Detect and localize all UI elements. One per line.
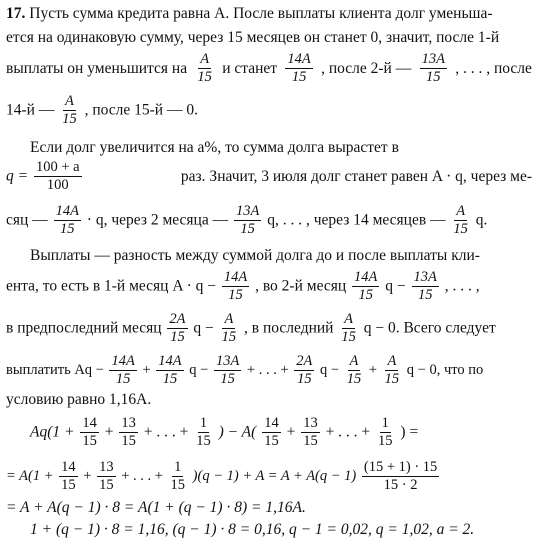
problem-number: 17. <box>6 5 26 22</box>
fraction-2a-15: $\frac{2A}{15}$ <box>169 311 186 346</box>
text: Aq(1 + <box>30 423 75 441</box>
fraction-1-15: $\frac{1}{15}$ <box>196 415 211 450</box>
fraction-14-15: $\frac{14}{15}$ <box>82 415 97 450</box>
text: + . . . + <box>143 423 189 441</box>
text: выплаты он уменьшится на <box>6 59 188 77</box>
equation-line-2 <box>6 460 532 493</box>
text: условию равно 1,16A. <box>6 391 152 408</box>
text: = A(1 + <box>6 468 54 485</box>
fraction-q: $\frac{100 + a}{100}$ <box>35 159 80 194</box>
text: + <box>104 423 114 441</box>
fraction-14a-15: $\frac{14A}{15}$ <box>158 353 182 388</box>
text: q − 0. Всего следует <box>363 319 496 337</box>
text: q − <box>320 362 340 379</box>
para2-line-3 <box>6 204 532 237</box>
fraction-13-15: $\frac{13}{15}$ <box>303 415 318 450</box>
text: q − <box>189 362 209 379</box>
fraction-14a-15: $\frac{14A}{15}$ <box>223 269 248 304</box>
equation-line-3 <box>6 500 532 516</box>
fraction-2a-15: $\frac{2A}{15}$ <box>296 353 313 388</box>
text: q. <box>475 211 488 229</box>
text: , в последний <box>244 319 334 337</box>
para3-line-1 <box>30 248 532 264</box>
text: q − <box>193 319 214 337</box>
text: , во 2-й месяц <box>255 277 347 295</box>
para3-line-3 <box>6 312 532 345</box>
fraction-13a-15: $\frac{13A}{15}$ <box>235 203 260 238</box>
para3-line-2 <box>6 270 532 303</box>
problem-line-2 <box>6 30 532 46</box>
para3-line-5 <box>6 392 532 408</box>
problem-line-3 <box>6 52 532 85</box>
text: Выплаты — разность между суммой долга до и после выплаты кли- <box>30 247 480 264</box>
text: Если долг увеличится на a%, то сумма долга вырастет в <box>30 139 399 156</box>
para2-line-1 <box>30 140 532 156</box>
text: + <box>368 362 378 379</box>
text: q, . . . , через 14 месяцев — <box>267 211 446 229</box>
fraction-13a-15: $\frac{13A}{15}$ <box>421 51 445 86</box>
fraction-1-15: $\frac{1}{15}$ <box>378 415 393 450</box>
para2-line-2 <box>6 160 532 193</box>
text: + . . . + <box>246 362 289 379</box>
text: + . . . + <box>325 423 371 441</box>
equation-line-4 <box>30 522 532 538</box>
text: = A + A(q − 1) · 8 = A(1 + (q − 1) · 8) = 1,16A. <box>6 499 306 516</box>
fraction-13a-15: $\frac{13A}{15}$ <box>413 269 437 304</box>
fraction-sum: $\frac{(15 + 1) \cdot 15}{15 \cdot 2}$ <box>363 459 438 494</box>
text: · q, через 2 месяца — <box>86 211 229 229</box>
fraction-14a-15: $\frac{14A}{15}$ <box>287 51 311 86</box>
para3-line-4 <box>6 354 532 387</box>
text: , после 2-й — <box>321 59 412 77</box>
problem-line-4 <box>6 94 532 127</box>
text: + <box>83 468 92 485</box>
fraction-13-15: $\frac{13}{15}$ <box>121 415 136 450</box>
text: , . . . , после <box>455 59 532 77</box>
fraction-a-15: $\frac{A}{15}$ <box>346 353 362 388</box>
text: в предпоследний месяц <box>6 319 162 337</box>
text: q − <box>385 277 406 295</box>
text: 1 + (q − 1) · 8 = 1,16, (q − 1) · 8 = 0,16, q − 1 = 0,02, q = 1,02, a = 2. <box>30 521 475 538</box>
text: 14-й — <box>6 101 55 119</box>
fraction-14a-15: $\frac{14A}{15}$ <box>55 203 79 238</box>
equation-line-1 <box>30 416 532 449</box>
text: ента, то есть в 1-й месяц A · q − <box>6 277 216 295</box>
fraction-14-15: $\frac{14}{15}$ <box>264 415 279 450</box>
fraction-a-15: $\frac{A}{15}$ <box>62 93 77 128</box>
problem-line-1 <box>6 6 532 22</box>
fraction-13a-15: $\frac{13A}{15}$ <box>215 353 240 388</box>
fraction-14-15: $\frac{14}{15}$ <box>61 459 76 494</box>
fraction-14a-15: $\frac{14A}{15}$ <box>111 353 135 388</box>
text: q − 0, что по <box>406 362 484 379</box>
text: ется на одинаковую сумму, через 15 месяцев он станет 0, значит, после 1-й <box>6 29 500 46</box>
fraction-14a-15: $\frac{14A}{15}$ <box>354 269 378 304</box>
text: )(q − 1) + A = A + A(q − 1) <box>192 468 357 485</box>
text: ) − A( <box>218 423 257 441</box>
fraction-a-15: $\frac{A}{15}$ <box>341 311 356 346</box>
text: q = <box>6 167 29 185</box>
text: выплатить Aq − <box>6 362 104 379</box>
fraction-a-15: $\frac{A}{15}$ <box>221 311 237 346</box>
text: ) = <box>400 423 419 441</box>
text: , после 15-й — 0. <box>84 101 198 119</box>
text: + <box>286 423 296 441</box>
fraction-a-15: $\frac{A}{15}$ <box>384 353 400 388</box>
text: , . . . , <box>444 277 480 295</box>
fraction-1-15: $\frac{1}{15}$ <box>170 459 186 494</box>
text: Пусть сумма кредита равна A. После выплаты клиента долг уменьша- <box>29 5 493 22</box>
text: и станет <box>222 59 278 77</box>
fraction-13-15: $\frac{13}{15}$ <box>99 459 114 494</box>
text: раз. Значит, 3 июля долг станет равен A · q, через ме- <box>180 167 532 185</box>
text: + . . . + <box>121 468 163 485</box>
text: сяц — <box>6 211 48 229</box>
fraction-a-15: $\frac{A}{15}$ <box>453 203 468 238</box>
fraction-a-15: $\frac{A}{15}$ <box>197 51 212 86</box>
text: + <box>142 362 151 379</box>
